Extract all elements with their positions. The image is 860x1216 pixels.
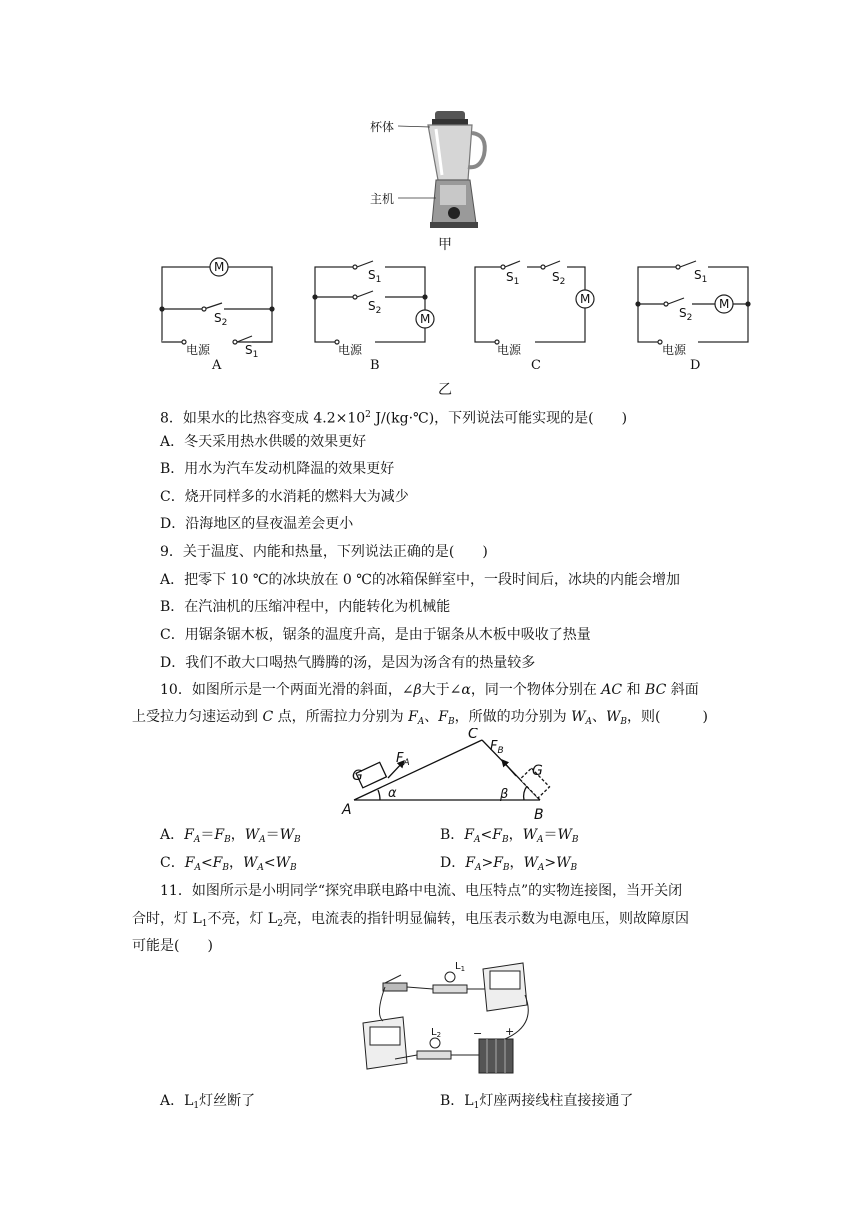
fa-label: $F_A$ <box>396 751 410 768</box>
q9-option-a: A．把零下 10 ℃的冰块放在 0 ℃的冰箱保鲜室中，一段时间后，冰块的内能会增加 <box>160 572 680 588</box>
blender-image <box>380 105 510 235</box>
series-circuit-apparatus <box>355 955 540 1085</box>
l2-label: $L_2$ <box>431 1027 442 1039</box>
q9-option-c: C．用锯条锯木板，锯条的温度升高，是由于锯条从木板中吸收了热量 <box>160 627 591 643</box>
source-b-label: 电源 <box>338 343 363 357</box>
incline-diagram <box>340 728 560 823</box>
q8-option-a: A．冬天采用热水供暖的效果更好 <box>160 434 367 450</box>
circuit-a-label: A <box>212 358 222 373</box>
q11-line2: 合时，灯 $L_1$不亮，灯 $L_2$亮，电流表的指针明显偏转，电压表示数为电源电压，则故障原因 <box>132 911 689 929</box>
motor-d-label: M <box>719 297 730 311</box>
g-left: G <box>352 768 363 784</box>
q11-option-b: B．$L_1$灯座两接线柱直接接通了 <box>440 1093 634 1111</box>
q10-line1: 10．如图所示是一个两面光滑的斜面，∠β大于∠α，同一个物体分别在 AC 和 BC 斜面 <box>160 682 699 698</box>
source-d-label: 电源 <box>662 343 687 357</box>
switch-b-s2: $S_2$ <box>368 299 382 316</box>
circuit-d <box>636 261 750 346</box>
motor-c-label: M <box>580 292 591 306</box>
source-c-label: 电源 <box>497 343 522 357</box>
point-b: B <box>534 807 544 823</box>
label-base: 主机 <box>370 192 395 206</box>
fb-label: $F_B$ <box>490 739 504 756</box>
switch-a-s2: $S_2$ <box>214 311 228 328</box>
q10-option-b: B．$F_A<F_B$，$W_A=W_B$ <box>440 827 579 845</box>
beta-label: β <box>500 787 509 802</box>
motor-b-label: M <box>420 312 431 326</box>
source-a-label: 电源 <box>186 343 211 357</box>
l1-label: $L_1$ <box>455 961 466 973</box>
point-a: A <box>342 802 352 818</box>
q9-option-d: D．我们不敢大口喝热气腾腾的汤，是因为汤含有的热量较多 <box>160 655 536 671</box>
caption-yi: 乙 <box>438 382 452 398</box>
q10-line2: 上受拉力匀速运动到 C 点，所需拉力分别为 $F_A$、$F_B$，所做的功分别为 $W_A$、$W_B$，则( ) <box>132 709 708 727</box>
switch-c-s2: $S_2$ <box>552 270 566 287</box>
switch-c-s1: $S_1$ <box>506 270 520 287</box>
q11-option-a: A．$L_1$灯丝断了 <box>160 1093 256 1111</box>
point-c: C <box>468 728 478 742</box>
switch-b-s1: $S_1$ <box>368 268 382 285</box>
label-cup: 杯体 <box>370 120 395 134</box>
circuit-b-label: B <box>370 358 380 373</box>
q11-line1: 11．如图所示是小明同学“探究串联电路中电流、电压特点”的实物连接图，当开关闭 <box>160 883 683 899</box>
q10-option-a: A．$F_A=F_B$，$W_A=W_B$ <box>160 827 301 845</box>
q10-option-c: C．$F_A<F_B$，$W_A<W_B$ <box>160 855 297 873</box>
q8-option-c: C．烧开同样多的水消耗的燃料大为减少 <box>160 489 409 505</box>
q9-option-b: B．在汽油机的压缩冲程中，内能转化为机械能 <box>160 599 451 615</box>
caption-jia: 甲 <box>438 237 452 253</box>
q8-option-b: B．用水为汽车发动机降温的效果更好 <box>160 461 395 477</box>
q11-line3: 可能是( ) <box>132 938 213 954</box>
switch-a-s1: $S_1$ <box>245 343 259 360</box>
q10-option-d: D．$F_A>F_B$，$W_A>W_B$ <box>440 855 578 873</box>
g-right: G <box>532 763 543 779</box>
switch-d-s2: $S_2$ <box>679 306 693 323</box>
blender-figure <box>380 105 510 235</box>
q8-option-d: D．沿海地区的昼夜温差会更小 <box>160 516 354 532</box>
q8-stem: 8．如果水的比热容变成 $4.2\times 10^2$ J/(kg·℃)，下列说法可能实现的是( ) <box>160 410 628 427</box>
battery-plus: + <box>505 1025 515 1038</box>
battery-minus: − <box>473 1027 483 1040</box>
circuit-d-label: D <box>690 358 701 373</box>
circuit-c <box>475 261 594 346</box>
circuit-c-label: C <box>531 358 541 373</box>
motor-a-label: M <box>214 260 225 274</box>
alpha-label: α <box>388 786 397 801</box>
q9-stem: 9．关于温度、内能和热量，下列说法正确的是( ) <box>160 544 488 560</box>
circuit-diagrams <box>150 252 770 382</box>
switch-d-s1: $S_1$ <box>694 268 708 285</box>
